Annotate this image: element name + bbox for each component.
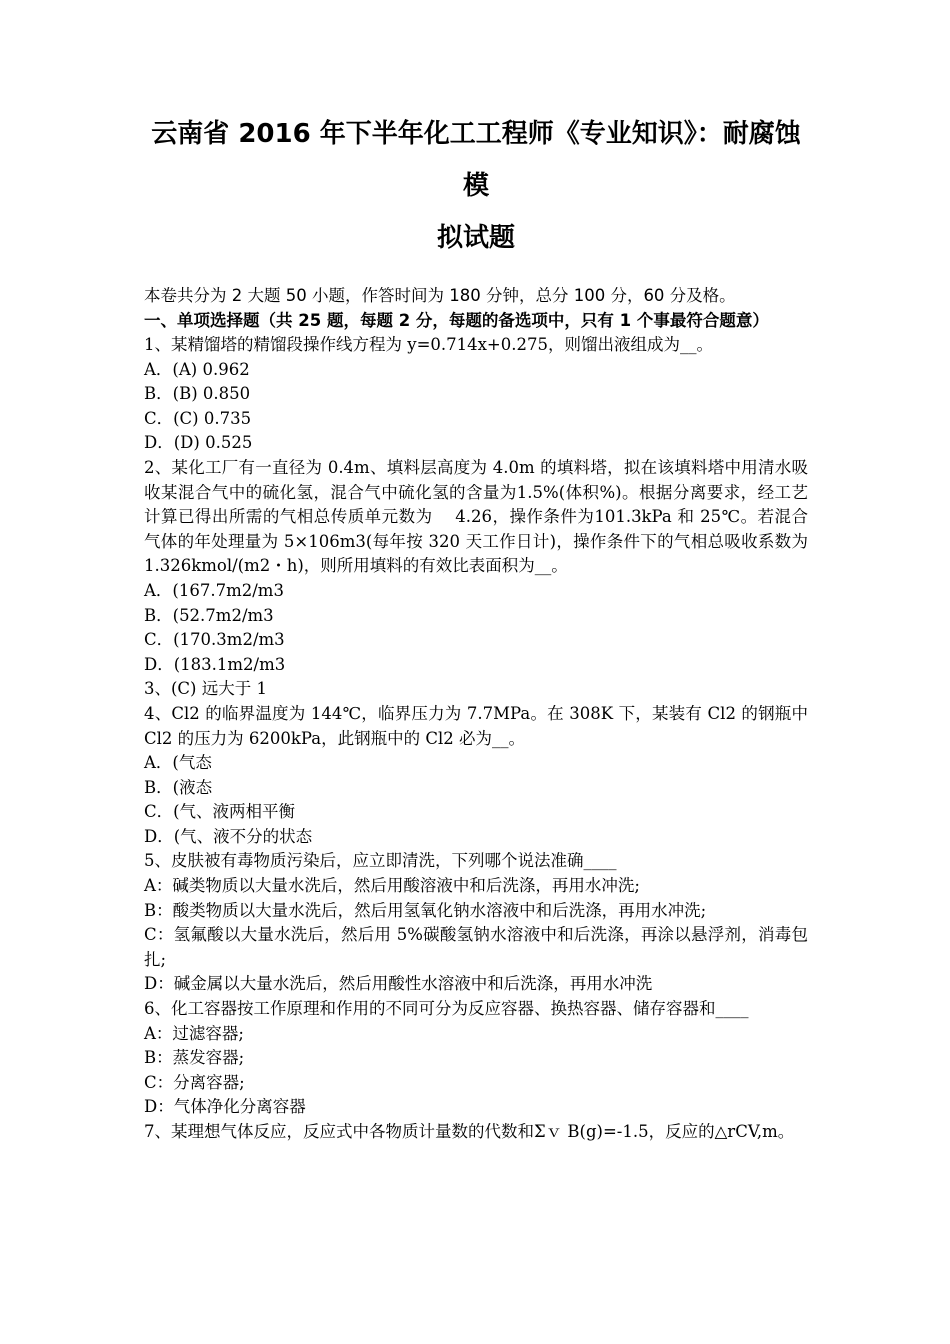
option-line: D．(D) 0.525	[144, 433, 253, 453]
option-line: A．(气态	[144, 753, 212, 773]
document-title	[144, 108, 808, 264]
option-line: B．(52.7m2/m3	[144, 605, 274, 625]
option-line: D：碱金属以大量水洗后，然后用酸性水溶液中和后洗涤，再用水冲洗	[144, 974, 653, 994]
option-line: A．(167.7m2/m3	[144, 580, 284, 600]
question-2: 2、某化工厂有一直径为 0.4m、填料层高度为 4.0m 的填料塔，拟在该填料塔中用清水吸收某混合气中的硫化氢，混合气中硫化氢的含量为1.5%(体积%)。根据分离要求，经工艺计算已得出所需的气相总传质单元数为 4.26，操作条件为101.3kPa 和 25℃。若混合气体的年处理量为 5×106m3(每年按 320 天工作日计)，操作条件下的气相总吸收系数为 1.326kmol/(m2・h)，则所用填料的有效比表面积为__。	[144, 457, 808, 576]
option-line: C．(170.3m2/m3	[144, 630, 285, 650]
question-list	[144, 333, 808, 1145]
question-7: 7、某理想气体反应，反应式中各物质计量数的代数和Σｖ B(g)=-1.5，反应的△rCV,m。	[144, 1122, 795, 1141]
question-6: 6、化工容器按工作原理和作用的不同可分为反应容器、换热容器、储存容器和____	[144, 999, 749, 1019]
option-line: B．(液态	[144, 777, 213, 797]
option-line: A：过滤容器;	[144, 1023, 244, 1043]
option-line: B：酸类物质以大量水洗后，然后用氢氧化钠水溶液中和后洗涤，再用水冲洗;	[144, 900, 707, 920]
title-line-2: 拟试题	[436, 223, 515, 253]
question-3: 3、(C) 远大于 1	[144, 679, 267, 699]
exam-intro: 本卷共分为 2 大题 50 小题，作答时间为 180 分钟，总分 100 分，60 分及格。	[144, 286, 736, 305]
title-line-1: 云南省 2016 年下半年化工工程师《专业知识》：耐腐蚀模	[151, 119, 801, 201]
option-line: C：分离容器;	[144, 1072, 245, 1092]
option-line: B：蒸发容器;	[144, 1048, 245, 1068]
question-5: 5、皮肤被有毒物质污染后，应立即清洗，下列哪个说法准确____	[144, 851, 617, 871]
option-line: C．(C) 0.735	[144, 408, 252, 428]
option-line: A．(A) 0.962	[144, 359, 250, 379]
question-1: 1、某精馏塔的精馏段操作线方程为 y=0.714x+0.275，则馏出液组成为__。	[144, 335, 713, 354]
option-line: C．(气、液两相平衡	[144, 802, 296, 822]
section-heading: 一、单项选择题（共 25 题，每题 2 分，每题的备选项中，只有 1 个事最符合题意）	[144, 310, 769, 330]
option-line: D．(183.1m2/m3	[144, 654, 286, 674]
option-line: B．(B) 0.850	[144, 384, 251, 404]
option-line: A：碱类物质以大量水洗后，然后用酸溶液中和后洗涤，再用水冲洗;	[144, 876, 640, 896]
option-line: D：气体净化分离容器	[144, 1097, 306, 1117]
question-4: 4、Cl2 的临界温度为 144℃，临界压力为 7.7MPa。在 308K 下，某装有 Cl2 的钢瓶中 Cl2 的压力为 6200kPa，此钢瓶中的 Cl2 必为__。	[144, 703, 808, 748]
option-line: D．(气、液不分的状态	[144, 826, 313, 846]
option-line: C：氢氟酸以大量水洗后，然后用 5%碳酸氢钠水溶液中和后洗涤，再涂以悬浮剂，消毒包扎;	[144, 925, 808, 969]
